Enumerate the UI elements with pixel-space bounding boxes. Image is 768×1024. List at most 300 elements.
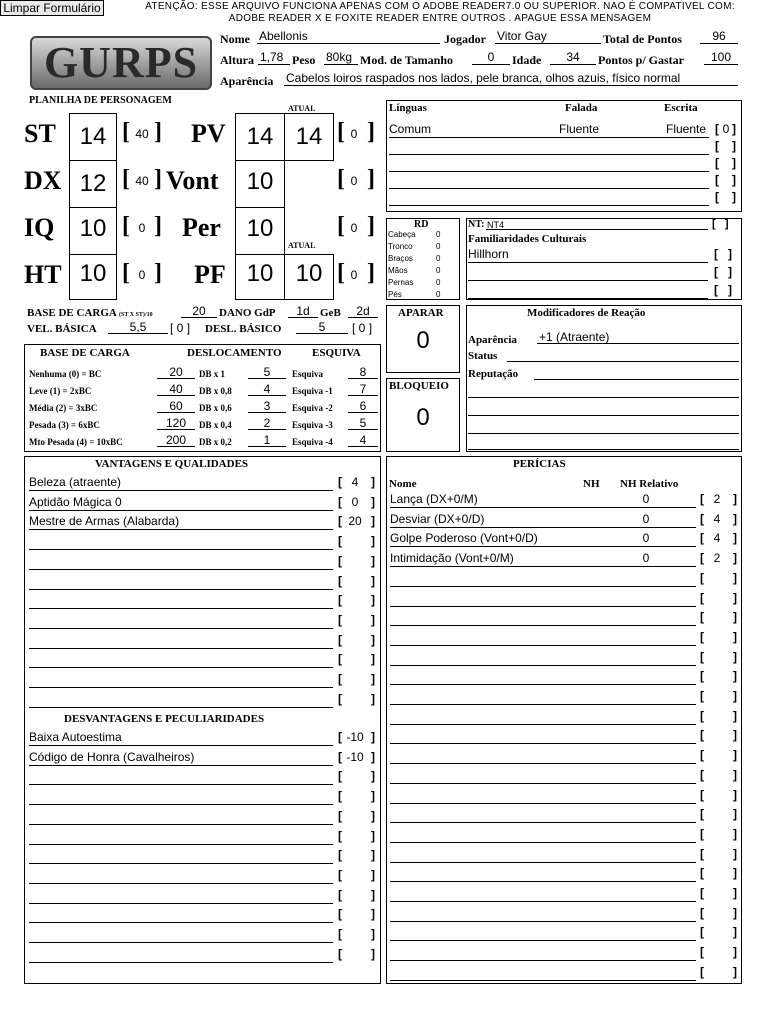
cost-bracket-close: ] [371, 848, 375, 863]
per-value[interactable]: 10 [235, 207, 285, 255]
skill-line [390, 803, 696, 804]
cost-bracket-close: ] [733, 826, 737, 841]
spoken-label: Falada [565, 102, 598, 114]
advantage-row [29, 533, 379, 553]
speed-cost-group: [ 0 ] [170, 321, 191, 335]
will-label: Vont [166, 166, 219, 195]
cost-bracket-open: [ [338, 769, 342, 784]
reaction-line[interactable] [468, 420, 739, 434]
pv-cost[interactable]: 0 [350, 127, 358, 141]
advantage-row [29, 573, 379, 593]
parry-label: APARAR [398, 307, 444, 319]
basic-lift-label-text: BASE DE CARGA [27, 307, 117, 319]
ht-value[interactable]: 10 [69, 254, 117, 300]
cost-bracket-close: ] [371, 808, 375, 823]
rd-location-value[interactable]: 0 [436, 278, 441, 287]
reputation-line[interactable] [534, 366, 739, 380]
current-label-1: ATUAL [288, 104, 316, 113]
parry-field[interactable]: 0 [416, 327, 430, 354]
cost-bracket-open: [ [338, 652, 342, 667]
skill-row [390, 629, 740, 649]
cost-bracket-open: [ [338, 573, 342, 588]
basic-speed-label: VEL. BÁSICA [27, 323, 97, 335]
block-field[interactable]: 0 [416, 404, 430, 431]
rd-location-label: Tronco [388, 242, 413, 251]
st-bracket-open: [ [122, 119, 130, 145]
skill-row [390, 570, 740, 590]
advantage-line [29, 569, 333, 570]
cost-bracket-open: [ [700, 669, 704, 684]
pf-value[interactable]: 10 [235, 254, 285, 300]
encumbrance-move-value[interactable]: 2 [263, 416, 271, 430]
will-cost[interactable]: 0 [350, 174, 358, 188]
skill-relative-level[interactable]: 0 [642, 492, 650, 506]
disadvantage-row [29, 788, 379, 808]
encumbrance-dodge-value[interactable]: 7 [359, 382, 367, 396]
advantage-name[interactable]: Mestre de Armas (Alabarda) [29, 514, 180, 529]
advantage-name[interactable]: Aptidão Mágica 0 [29, 494, 122, 509]
dx-bracket-open: [ [122, 166, 130, 192]
per-bracket-close: ] [367, 213, 375, 239]
pv-value[interactable]: 14 [235, 113, 285, 161]
skill-name[interactable]: Lança (DX+0/M) [390, 492, 478, 506]
cost-bracket-open: [ [700, 689, 704, 703]
cost-bracket-open: [ [700, 570, 704, 585]
cost-bracket-close: ] [733, 925, 737, 940]
cost-bracket-open: [ [338, 494, 342, 509]
iq-cost[interactable]: 0 [138, 221, 146, 235]
advantage-name[interactable]: Beleza (atraente) [29, 475, 122, 489]
language-cost[interactable]: 0 [722, 122, 730, 136]
disadvantage-cost[interactable]: -10 [346, 749, 364, 764]
disadvantage-row [29, 749, 379, 769]
familiarity-cost-brackets: [ ] [714, 247, 732, 261]
st-bracket-close: ] [154, 119, 162, 145]
encumbrance-lift-value[interactable]: 120 [165, 416, 187, 430]
encumbrance-lift-value[interactable]: 60 [169, 399, 183, 413]
pv-bracket-open: [ [337, 119, 345, 145]
skill-line [390, 546, 696, 547]
advantage-line [29, 490, 333, 491]
cost-bracket-close: ] [733, 492, 737, 506]
encumbrance-level-label: Mto Pesada (4) = 10xBC [29, 437, 123, 447]
skill-name[interactable]: Desviar (DX+0/D) [390, 511, 485, 526]
cost-bracket-open: [ [700, 964, 704, 979]
st-label: ST [24, 119, 56, 148]
weight-label: Peso [292, 53, 316, 67]
skill-line [390, 763, 696, 764]
skill-line [390, 724, 696, 725]
advantage-cost[interactable]: 20 [348, 514, 362, 529]
dx-value[interactable]: 12 [69, 160, 117, 208]
disadvantage-name[interactable]: Baixa Autoestima [29, 730, 122, 744]
rd-location-value[interactable]: 0 [436, 290, 441, 299]
rd-location-label: Pernas [388, 278, 414, 287]
rd-location-value[interactable]: 0 [436, 242, 441, 251]
skill-name[interactable]: Intimidação (Vont+0/M) [390, 551, 514, 566]
familiarity-label: Familiaridades Culturais [468, 233, 587, 245]
pf-cost[interactable]: 0 [350, 268, 358, 282]
skill-row [390, 826, 740, 846]
encumbrance-dodge-value[interactable]: 4 [359, 433, 367, 447]
basic-move-label: DESL. BÁSICO [205, 323, 282, 335]
advantage-line [29, 589, 333, 590]
advantage-line [29, 648, 333, 649]
cost-bracket-close: ] [371, 534, 375, 549]
skill-cost[interactable]: 4 [713, 511, 721, 526]
advantage-line [29, 510, 333, 511]
skill-line [390, 980, 696, 981]
language-line [389, 205, 709, 206]
cost-bracket-close: ] [371, 887, 375, 902]
language-name[interactable]: Comum [389, 122, 432, 136]
cost-bracket-open: [ [338, 749, 342, 764]
encumbrance-level-label: Leve (1) = 2xBC [29, 386, 92, 396]
encumbrance-lift-value[interactable]: 40 [169, 382, 183, 396]
block-label: BLOQUEIO [389, 380, 449, 392]
player-field[interactable]: Vitor Gay [497, 29, 547, 43]
cost-bracket-open: [ [338, 946, 342, 961]
logo-text: GURPS [43, 38, 199, 87]
cost-bracket-close: ] [733, 511, 737, 526]
encumbrance-dodge-label: Esquiva -3 [292, 420, 333, 430]
disadvantage-name[interactable]: Código de Honra (Cavalheiros) [29, 749, 195, 764]
advantage-row [29, 474, 379, 494]
cost-bracket-open: [ [338, 553, 342, 568]
skill-row [390, 668, 740, 688]
player-label: Jogador [444, 32, 486, 46]
per-cost[interactable]: 0 [350, 221, 358, 235]
cost-bracket-open: [ [338, 789, 342, 804]
pv-label: PV [191, 119, 226, 148]
advantages-title: VANTAGENS E QUALIDADES [95, 458, 249, 470]
name-label: Nome [220, 32, 250, 46]
status-line[interactable] [507, 348, 739, 362]
encumbrance-move-value[interactable]: 4 [263, 382, 271, 396]
encumbrance-move-value[interactable]: 1 [263, 433, 271, 447]
skill-row [390, 688, 740, 708]
per-bracket-open: [ [337, 213, 345, 239]
disadvantage-row [29, 729, 379, 749]
language-spoken[interactable]: Fluente [559, 122, 600, 136]
disadvantage-cost[interactable]: -10 [346, 730, 364, 744]
disadvantage-line [29, 804, 333, 805]
skill-row [390, 530, 740, 550]
skill-row [390, 944, 740, 964]
encumbrance-move-value[interactable]: 5 [263, 365, 271, 379]
familiarity-entry[interactable]: Hillhorn [468, 247, 509, 261]
appearance-field[interactable]: Cabelos loiros raspados nos lados, pele branca, olhos azuis, físico normal [286, 71, 681, 85]
cost-bracket-open: [ [700, 886, 704, 900]
basic-lift-formula: (ST X ST)/10 [119, 312, 153, 318]
cost-bracket-close: ] [733, 905, 737, 920]
cost-bracket-open: [ [700, 511, 704, 526]
skill-cost[interactable]: 2 [713, 492, 721, 506]
basic-lift-label [27, 307, 153, 319]
tl-field[interactable]: NT4 [487, 220, 505, 230]
disadvantage-row [29, 808, 379, 828]
disadvantage-row [29, 828, 379, 848]
cost-bracket-open: [ [700, 925, 704, 940]
disadvantage-line [29, 863, 333, 864]
encumbrance-dodge-label: Esquiva -1 [292, 386, 333, 396]
cost-bracket-open: [ [700, 748, 704, 763]
language-cost-brackets: [ [715, 139, 719, 153]
advantage-cost[interactable]: 0 [351, 494, 359, 509]
language-written[interactable]: Fluente [666, 122, 707, 136]
rd-location-label: Pés [388, 290, 402, 299]
skill-relative-level[interactable]: 0 [642, 511, 650, 526]
cost-bracket-open: [ [700, 787, 704, 802]
skill-line [390, 940, 696, 941]
skill-line [390, 606, 696, 607]
skill-row [390, 767, 740, 787]
disadvantage-row [29, 887, 379, 907]
skill-line [390, 507, 696, 508]
st-cost[interactable]: 40 [135, 127, 149, 141]
skill-line [390, 743, 696, 744]
skill-row [390, 708, 740, 728]
disadvantage-row [29, 926, 379, 946]
total-points-field[interactable]: 96 [712, 29, 726, 43]
skill-name[interactable]: Golpe Poderoso (Vont+0/D) [390, 531, 538, 546]
disadvantage-row [29, 768, 379, 788]
skill-cost[interactable]: 2 [713, 551, 721, 566]
encumbrance-dodge-value[interactable]: 6 [359, 399, 367, 413]
cost-bracket-open: [ [700, 826, 704, 841]
disadvantages-title: DESVANTAGENS E PECULIARIDADES [64, 713, 265, 725]
enc-col-dodge: ESQUIVA [312, 347, 361, 359]
age-field[interactable]: 34 [566, 50, 580, 64]
cost-bracket-close: ] [733, 708, 737, 723]
cost-bracket-open: [ [700, 629, 704, 644]
advantage-line [29, 628, 333, 629]
height-field[interactable]: 1,78 [260, 50, 284, 64]
cost-bracket-close: ] [733, 886, 737, 900]
skills-rel-label: NH Relativo [620, 478, 679, 490]
cost-bracket-close: ] [371, 867, 375, 882]
reaction-appearance-field[interactable]: +1 (Atraente) [539, 330, 610, 344]
familiarity-row [468, 282, 740, 302]
name-field[interactable]: Abellonis [259, 29, 308, 43]
skill-row [390, 649, 740, 669]
advantage-row [29, 494, 379, 514]
reaction-line[interactable] [468, 384, 739, 398]
cost-bracket-close: ] [371, 691, 375, 706]
rd-location-value[interactable]: 0 [436, 266, 441, 275]
iq-value[interactable]: 10 [69, 207, 117, 255]
swing-field[interactable]: 2d [356, 304, 370, 318]
advantage-cost[interactable]: 4 [351, 475, 359, 489]
dx-bracket-close: ] [154, 166, 162, 192]
cost-bracket-close: ] [371, 828, 375, 843]
skill-line [390, 881, 696, 882]
basic-lift-field[interactable]: 20 [192, 304, 206, 318]
skill-relative-level[interactable]: 0 [642, 551, 650, 566]
skill-row [390, 590, 740, 610]
written-label: Escrita [664, 102, 698, 114]
language-cost-close: ] [732, 190, 736, 204]
language-row [389, 189, 739, 209]
reputation-label: Reputação [468, 368, 519, 380]
skill-row [390, 964, 740, 984]
current-label-2: ATUAL [288, 241, 316, 250]
per-label: Per [182, 213, 221, 242]
cost-bracket-close: ] [733, 649, 737, 664]
cost-bracket-open: [ [338, 475, 342, 489]
skill-row [390, 885, 740, 905]
language-cost-brackets: [ [715, 190, 719, 204]
encumbrance-db-label: DB x 0,2 [199, 437, 232, 447]
skill-row [390, 846, 740, 866]
pf-current[interactable]: 10 [284, 254, 334, 300]
advantage-line [29, 707, 333, 708]
ht-cost[interactable]: 0 [138, 268, 146, 282]
skill-line [390, 625, 696, 626]
cost-bracket-close: ] [733, 964, 737, 979]
cost-bracket-close: ] [371, 475, 375, 489]
move-cost-group: [ 0 ] [352, 321, 373, 335]
encumbrance-dodge-label: Esquiva [292, 369, 324, 379]
cost-bracket-open: [ [700, 492, 704, 506]
will-value[interactable]: 10 [235, 160, 285, 208]
encumbrance-dodge-label: Esquiva -2 [292, 403, 333, 413]
reaction-line[interactable] [468, 402, 739, 416]
size-mod-label: Mod. de Tamanho [360, 53, 454, 67]
iq-label: IQ [24, 213, 55, 242]
cost-bracket-open: [ [700, 610, 704, 625]
skill-line [390, 862, 696, 863]
rd-location-value[interactable]: 0 [436, 230, 441, 239]
pv-current[interactable]: 14 [284, 113, 334, 161]
advantage-line [29, 608, 333, 609]
encumbrance-dodge-value[interactable]: 5 [359, 416, 367, 430]
cost-bracket-close: ] [733, 531, 737, 546]
disadvantage-row [29, 847, 379, 867]
encumbrance-dodge-label: Esquiva -4 [292, 437, 333, 447]
basic-move-field[interactable]: 5 [318, 320, 326, 334]
skill-row [390, 747, 740, 767]
skill-row [390, 865, 740, 885]
cost-bracket-open: [ [700, 866, 704, 881]
language-cost-close: ] [732, 173, 736, 187]
disadvantage-line [29, 903, 333, 904]
pf-label: PF [194, 260, 226, 289]
disadvantage-line [29, 844, 333, 845]
cost-bracket-open: [ [338, 907, 342, 922]
familiarity-row [468, 246, 740, 266]
disadvantage-row [29, 946, 379, 966]
encumbrance-level-label: Média (2) = 3xBC [29, 403, 98, 413]
cost-bracket-open: [ [338, 867, 342, 882]
dx-cost[interactable]: 40 [135, 174, 149, 188]
cost-bracket-close: ] [733, 807, 737, 822]
skill-line [390, 645, 696, 646]
cost-bracket-close: ] [371, 514, 375, 529]
disadvantage-line [29, 962, 333, 963]
reaction-line[interactable] [468, 436, 739, 450]
cost-bracket-close: ] [371, 927, 375, 941]
encumbrance-move-value[interactable]: 3 [263, 399, 271, 413]
points-to-spend-label: Pontos p/ Gastar [598, 53, 685, 67]
skill-relative-level[interactable]: 0 [642, 531, 650, 546]
language-cost-brackets: [ [715, 122, 719, 136]
cost-bracket-close: ] [733, 728, 737, 743]
cost-bracket-close: ] [371, 612, 375, 627]
basic-move-cost[interactable]: 0 [358, 321, 366, 335]
skill-line [390, 704, 696, 705]
rd-location-value[interactable]: 0 [436, 254, 441, 263]
advantage-line [29, 667, 333, 668]
encumbrance-dodge-value[interactable]: 8 [359, 365, 367, 379]
basic-speed-field[interactable]: 5,5 [129, 320, 147, 334]
ht-bracket-close: ] [154, 260, 162, 286]
skill-row [390, 787, 740, 807]
encumbrance-box [24, 344, 381, 452]
skill-line [390, 527, 696, 528]
cost-bracket-open: [ [338, 612, 342, 627]
skill-row [390, 924, 740, 944]
cost-bracket-open: [ [338, 848, 342, 863]
tl-label: NT: [468, 219, 485, 230]
tl-line [486, 219, 708, 230]
points-to-spend-field[interactable]: 100 [710, 50, 732, 64]
clear-form-button[interactable]: Limpar Formulário [0, 0, 104, 16]
cost-bracket-open: [ [700, 590, 704, 605]
encumbrance-lift-value[interactable]: 20 [169, 365, 183, 379]
size-mod-field[interactable]: 0 [487, 50, 495, 64]
thrust-field[interactable]: 1d [296, 304, 310, 318]
disadvantage-line [29, 942, 333, 943]
advantage-row [29, 553, 379, 573]
pf-bracket-open: [ [337, 260, 345, 286]
iq-bracket-open: [ [122, 213, 130, 239]
cost-bracket-open: [ [700, 728, 704, 743]
weight-field[interactable]: 80kg [326, 50, 353, 64]
advantage-line [29, 529, 333, 530]
encumbrance-db-label: DB x 0,8 [199, 386, 232, 396]
cost-bracket-close: ] [371, 672, 375, 686]
st-value[interactable]: 14 [69, 113, 117, 161]
skills-title: PERÍCIAS [513, 458, 566, 470]
cost-bracket-close: ] [371, 946, 375, 961]
skill-cost[interactable]: 4 [713, 531, 721, 546]
skill-line [390, 822, 696, 823]
skill-line [390, 960, 696, 961]
total-points-label: Total de Pontos [603, 32, 682, 46]
cost-bracket-open: [ [338, 672, 342, 686]
cost-bracket-open: [ [700, 531, 704, 546]
dx-label: DX [24, 166, 62, 195]
skill-line [390, 566, 696, 567]
cost-bracket-close: ] [733, 689, 737, 703]
cost-bracket-close: ] [371, 789, 375, 804]
disadvantage-line [29, 824, 333, 825]
cost-bracket-close: ] [371, 593, 375, 608]
age-label: Idade [512, 53, 542, 67]
skill-row [390, 550, 740, 570]
basic-speed-cost[interactable]: 0 [176, 321, 184, 335]
encumbrance-lift-value[interactable]: 200 [165, 433, 187, 447]
cost-bracket-open: [ [338, 632, 342, 647]
familiarity-line [468, 280, 708, 281]
cost-bracket-close: ] [733, 590, 737, 605]
familiarity-cost-brackets: [ ] [714, 283, 732, 297]
cost-bracket-close: ] [371, 573, 375, 588]
gurps-logo [30, 36, 212, 90]
cost-bracket-close: ] [733, 945, 737, 960]
skills-nh-label: NH [583, 478, 600, 490]
